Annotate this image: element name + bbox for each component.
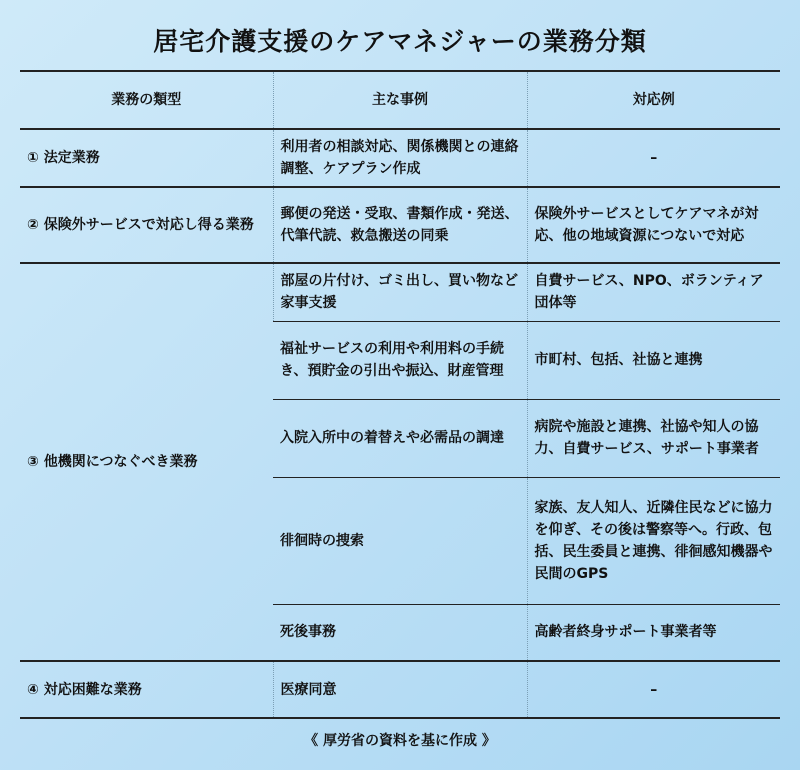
source-note: 《 厚労省の資料を基に作成 》	[304, 733, 496, 749]
example-cell: 郵便の発送・受取、書類作成・発送、代筆代読、救急搬送の同乗	[273, 187, 527, 263]
example-cell: 医療同意	[273, 661, 527, 718]
response-cell: –	[527, 129, 780, 187]
example-cell: 死後事務	[280, 624, 336, 641]
response-cell: 病院や施設と連携、社協や知人の協力、自費サービス、サポート事業者	[527, 399, 780, 477]
page-title: 居宅介護支援のケアマネジャーの業務分類	[153, 27, 647, 56]
table-row	[20, 187, 780, 263]
header-responses: 対応例	[527, 71, 780, 129]
response-cell: 市町村、包括、社協と連携	[527, 321, 780, 399]
example-cell: 福祉サービスの利用や利用料の手続き、預貯金の引出や振込、財産管理	[280, 341, 504, 379]
table-row	[20, 661, 780, 718]
header-type: 業務の類型	[20, 71, 273, 129]
response-cell: 高齢者終身サポート事業者等	[527, 604, 780, 661]
table-row	[20, 129, 780, 187]
example-cell: 入院入所中の着替えや必需品の調達	[280, 430, 504, 446]
business-classification-table	[20, 70, 780, 719]
category-difficult: ④ 対応困難な業務	[27, 681, 142, 698]
response-cell: 保険外サービスとしてケアマネが対応、他の地域資源につないで対応	[527, 187, 780, 263]
category-other-agencies: ③ 他機関につなぐべき業務	[27, 454, 198, 470]
table-header-row	[20, 71, 780, 129]
example-cell: 部屋の片付け、ゴミ出し、買い物など家事支援	[273, 263, 527, 321]
example-cell: 徘徊時の捜索	[280, 532, 364, 549]
response-cell: 家族、友人知人、近隣住民などに協力を仰ぎ、その後は警察等へ。行政、包括、民生委員と連携、徘徊感知機器や民間のGPS	[527, 477, 780, 604]
response-cell: 自費サービス、NPO、ボランティア団体等	[527, 263, 780, 321]
example-cell: 利用者の相談対応、関係機関との連絡調整、ケアプラン作成	[273, 129, 527, 187]
category-private-service: ② 保険外サービスで対応し得る業務	[27, 217, 254, 233]
table-row	[20, 263, 780, 321]
category-legal: ① 法定業務	[27, 150, 100, 166]
header-examples: 主な事例	[273, 71, 527, 129]
response-cell: –	[527, 661, 780, 718]
